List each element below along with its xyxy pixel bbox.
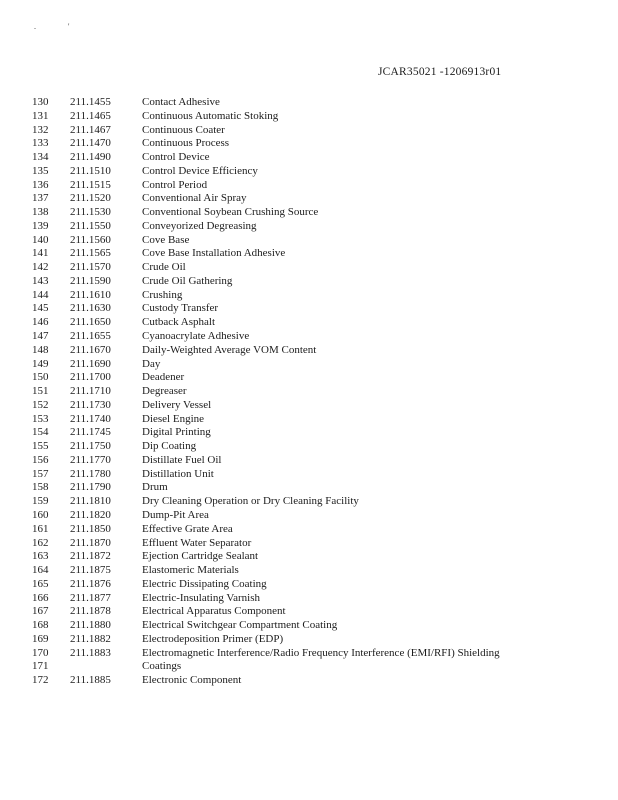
line-number: 162 (32, 536, 49, 549)
list-item (0, 454, 618, 468)
list-item (0, 302, 618, 316)
list-item (0, 660, 618, 674)
section-number: 211.1820 (70, 508, 111, 521)
term-label: Day (142, 357, 161, 370)
section-number: 211.1745 (70, 426, 111, 439)
term-label: Dump-Pit Area (142, 508, 209, 521)
section-number: 211.1650 (70, 316, 111, 329)
term-label: Control Device Efficiency (142, 164, 258, 177)
line-number: 137 (32, 192, 49, 205)
section-number: 211.1470 (70, 137, 111, 150)
term-label: Continuous Automatic Stoking (142, 109, 279, 122)
line-number: 151 (32, 385, 49, 398)
list-item (0, 275, 618, 289)
list-item (0, 234, 618, 248)
line-number: 142 (32, 261, 49, 274)
document-id: JCAR35021 -1206913r01 (378, 66, 502, 78)
line-number: 140 (32, 233, 49, 246)
line-number: 146 (32, 316, 49, 329)
list-item (0, 344, 618, 358)
term-label: Electromagnetic Interference/Radio Frequency Interference (EMI/RFI) Shielding (142, 646, 500, 659)
term-label: Crushing (142, 288, 183, 301)
line-number: 163 (32, 550, 49, 563)
list-item (0, 605, 618, 619)
line-number: 158 (32, 481, 49, 494)
section-number: 211.1465 (70, 109, 111, 122)
section-number: 211.1872 (70, 550, 111, 563)
term-label: Electrical Switchgear Compartment Coating (142, 619, 338, 632)
section-number: 211.1876 (70, 577, 111, 590)
line-number: 168 (32, 619, 49, 632)
list-item (0, 371, 618, 385)
section-number: 211.1770 (70, 453, 111, 466)
line-number: 141 (32, 247, 49, 260)
section-number: 211.1520 (70, 192, 111, 205)
section-number: 211.1790 (70, 481, 111, 494)
line-number: 153 (32, 412, 49, 425)
term-label: Cove Base (142, 233, 190, 246)
term-label: Coatings (142, 660, 182, 673)
definition-list (0, 96, 618, 688)
list-item (0, 426, 618, 440)
section-number: 211.1565 (70, 247, 111, 260)
line-number: 156 (32, 453, 49, 466)
term-label: Conventional Soybean Crushing Source (142, 206, 319, 219)
term-label: Conventional Air Spray (142, 192, 247, 205)
list-item (0, 330, 618, 344)
list-item (0, 674, 618, 688)
list-item (0, 124, 618, 138)
term-label: Electrodeposition Primer (EDP) (142, 632, 284, 645)
line-number: 131 (32, 109, 49, 122)
list-item (0, 592, 618, 606)
term-label: Control Period (142, 178, 208, 191)
line-number: 157 (32, 467, 49, 480)
term-label: Cove Base Installation Adhesive (142, 247, 286, 260)
list-item (0, 220, 618, 234)
line-number: 148 (32, 343, 49, 356)
line-number: 165 (32, 577, 49, 590)
term-label: Delivery Vessel (142, 398, 212, 411)
section-number: 211.1750 (70, 440, 111, 453)
list-item (0, 206, 618, 220)
list-item (0, 96, 618, 110)
section-number: 211.1877 (70, 591, 111, 604)
line-number: 144 (32, 288, 49, 301)
line-number: 167 (32, 605, 49, 618)
line-number: 152 (32, 398, 49, 411)
list-item (0, 151, 618, 165)
list-item (0, 509, 618, 523)
term-label: Cyanoacrylate Adhesive (142, 330, 250, 343)
section-number: 211.1630 (70, 302, 111, 315)
list-item (0, 247, 618, 261)
section-number: 211.1850 (70, 522, 111, 535)
line-number: 150 (32, 371, 49, 384)
list-item (0, 523, 618, 537)
term-label: Continuous Coater (142, 123, 225, 136)
line-number: 133 (32, 137, 49, 150)
list-item (0, 358, 618, 372)
list-item (0, 165, 618, 179)
line-number: 171 (32, 660, 49, 673)
section-number: 211.1878 (70, 605, 111, 618)
term-label: Elastomeric Materials (142, 564, 239, 577)
line-number: 164 (32, 564, 49, 577)
section-number: 211.1810 (70, 495, 111, 508)
section-number: 211.1883 (70, 646, 111, 659)
list-item (0, 633, 618, 647)
line-number: 159 (32, 495, 49, 508)
section-number: 211.1780 (70, 467, 111, 480)
term-label: Conveyorized Degreasing (142, 219, 257, 232)
term-label: Distillate Fuel Oil (142, 453, 222, 466)
term-label: Electric Dissipating Coating (142, 577, 267, 590)
term-label: Effluent Water Separator (142, 536, 252, 549)
term-label: Electronic Component (142, 674, 242, 687)
section-number: 211.1570 (70, 261, 111, 274)
section-number: 211.1610 (70, 288, 111, 301)
line-number: 145 (32, 302, 49, 315)
section-number: 211.1710 (70, 385, 111, 398)
section-number: 211.1880 (70, 619, 111, 632)
section-number: 211.1490 (70, 151, 111, 164)
list-item (0, 289, 618, 303)
line-number: 138 (32, 206, 49, 219)
term-label: Control Device (142, 151, 210, 164)
line-number: 136 (32, 178, 49, 191)
term-label: Dip Coating (142, 440, 197, 453)
line-number: 161 (32, 522, 49, 535)
section-number: 211.1670 (70, 343, 111, 356)
line-number: 139 (32, 219, 49, 232)
term-label: Electric-Insulating Varnish (142, 591, 261, 604)
line-number: 143 (32, 274, 49, 287)
section-number: 211.1515 (70, 178, 111, 191)
section-number: 211.1730 (70, 398, 111, 411)
section-number: 211.1560 (70, 233, 111, 246)
line-number: 166 (32, 591, 49, 604)
line-number: 130 (32, 96, 49, 108)
list-item (0, 495, 618, 509)
term-label: Diesel Engine (142, 412, 205, 425)
list-item (0, 316, 618, 330)
line-number: 149 (32, 357, 49, 370)
list-item (0, 179, 618, 193)
section-number: 211.1455 (70, 96, 111, 108)
section-number: 211.1885 (70, 674, 111, 687)
line-number: 135 (32, 164, 49, 177)
scan-speck: . (34, 22, 36, 31)
section-number: 211.1870 (70, 536, 111, 549)
line-number: 169 (32, 632, 49, 645)
term-label: Drum (142, 481, 168, 494)
list-item (0, 550, 618, 564)
term-label: Effective Grate Area (142, 522, 233, 535)
term-label: Degreaser (142, 385, 187, 398)
line-number: 132 (32, 123, 49, 136)
section-number: 211.1740 (70, 412, 111, 425)
term-label: Custody Transfer (142, 302, 219, 315)
line-number: 155 (32, 440, 49, 453)
section-number: 211.1550 (70, 219, 111, 232)
section-number: 211.1882 (70, 632, 111, 645)
section-number: 211.1700 (70, 371, 111, 384)
term-label: Digital Printing (142, 426, 211, 439)
section-number: 211.1690 (70, 357, 111, 370)
line-number: 160 (32, 508, 49, 521)
term-label: Dry Cleaning Operation or Dry Cleaning Facility (142, 495, 359, 508)
term-label: Contact Adhesive (142, 96, 220, 108)
list-item (0, 647, 618, 661)
line-number: 172 (32, 674, 49, 687)
list-item (0, 440, 618, 454)
list-item (0, 137, 618, 151)
scan-specks (34, 22, 99, 31)
list-item (0, 468, 618, 482)
list-item (0, 399, 618, 413)
list-item (0, 385, 618, 399)
section-number: 211.1655 (70, 330, 111, 343)
term-label: Crude Oil Gathering (142, 274, 233, 287)
line-number: 134 (32, 151, 49, 164)
section-number: 211.1510 (70, 164, 111, 177)
section-number: 211.1875 (70, 564, 111, 577)
section-number: 211.1530 (70, 206, 111, 219)
term-label: Deadener (142, 371, 185, 384)
list-item (0, 578, 618, 592)
list-item (0, 481, 618, 495)
section-number: 211.1467 (70, 123, 111, 136)
list-item (0, 619, 618, 633)
list-item (0, 564, 618, 578)
term-label: Electrical Apparatus Component (142, 605, 286, 618)
term-label: Cutback Asphalt (142, 316, 216, 329)
line-number: 170 (32, 646, 49, 659)
list-item (0, 110, 618, 124)
term-label: Distillation Unit (142, 467, 214, 480)
line-number: 147 (32, 330, 49, 343)
list-item (0, 261, 618, 275)
term-label: Crude Oil (142, 261, 186, 274)
list-item (0, 537, 618, 551)
section-number: 211.1590 (70, 274, 111, 287)
term-label: Ejection Cartridge Sealant (142, 550, 259, 563)
list-item (0, 413, 618, 427)
term-label: Daily-Weighted Average VOM Content (142, 343, 317, 356)
line-number: 154 (32, 426, 49, 439)
scan-speck: ' (68, 22, 70, 31)
term-label: Continuous Process (142, 137, 230, 150)
list-item (0, 192, 618, 206)
